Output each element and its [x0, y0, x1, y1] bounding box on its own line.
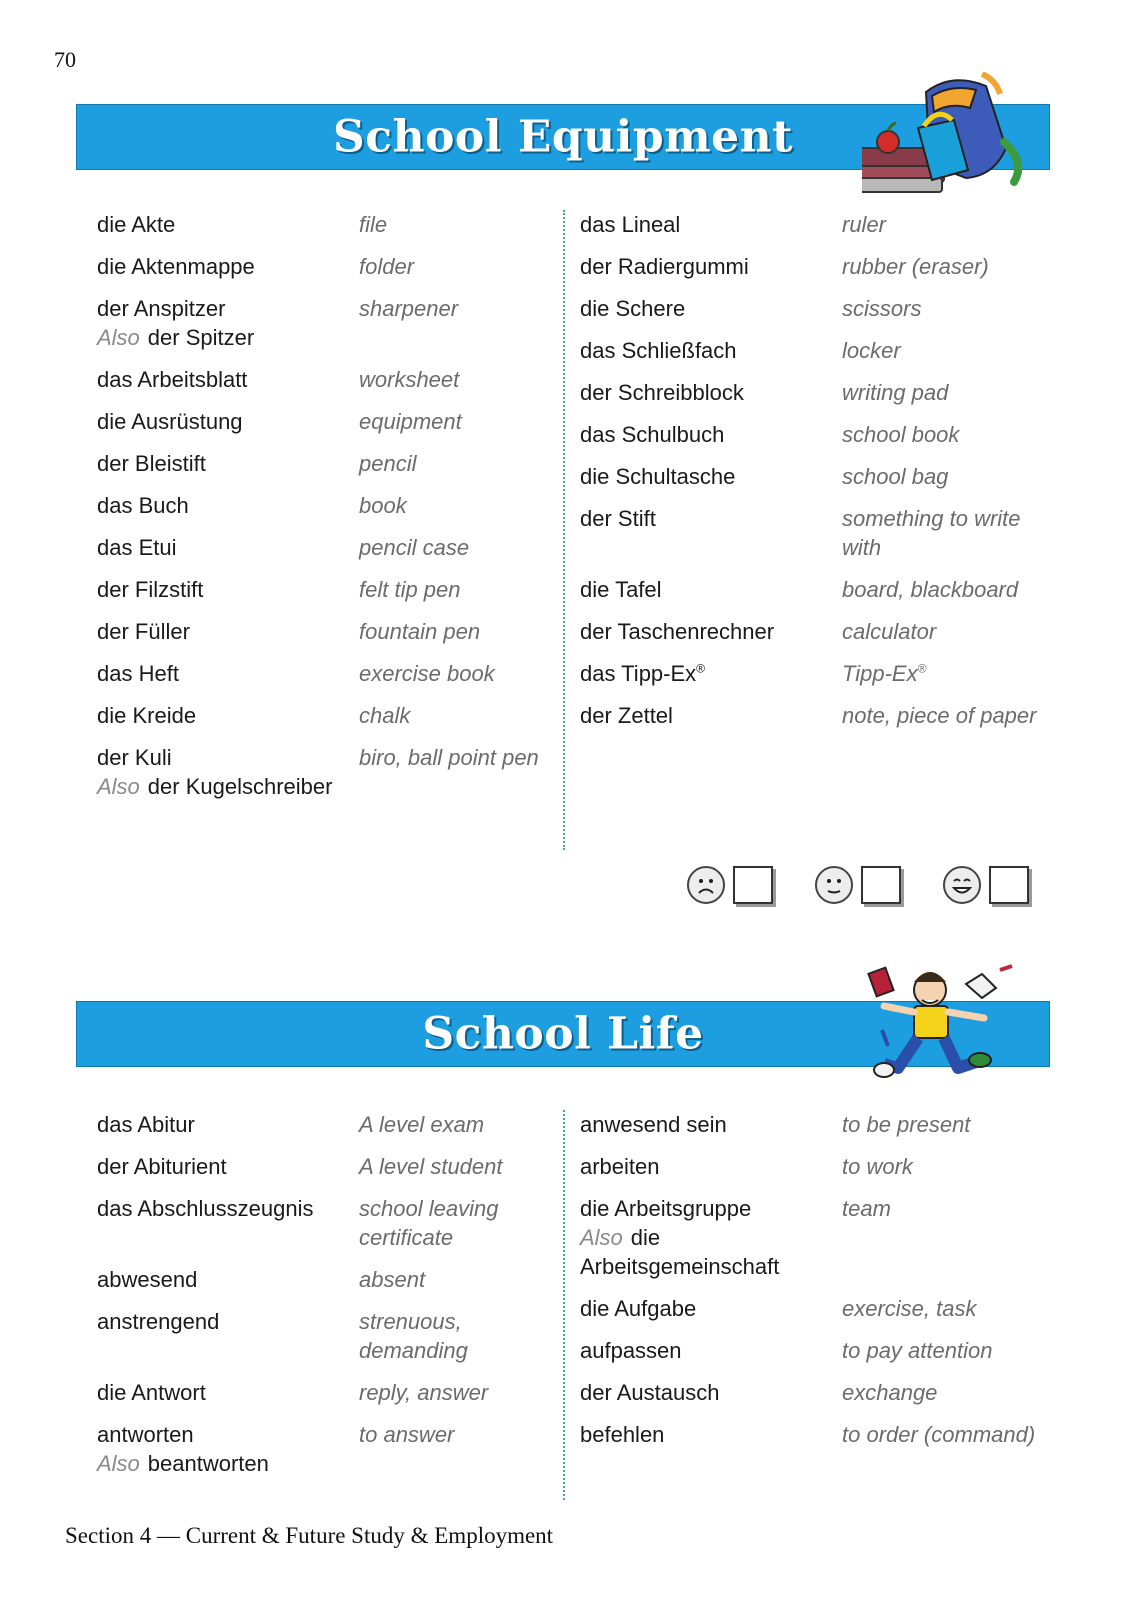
vocab-column-left — [97, 1110, 567, 1491]
vocab-entry — [580, 1152, 1050, 1181]
german-term-group — [97, 1420, 359, 1478]
vocab-entry — [97, 449, 567, 478]
vocab-entry — [580, 1110, 1050, 1139]
german-term: abwesend — [97, 1267, 198, 1292]
german-term: die Antwort — [97, 1380, 206, 1405]
english-translation: ruler — [842, 212, 887, 237]
german-term: arbeiten — [580, 1154, 660, 1179]
alternative-term — [97, 323, 359, 352]
english-translation: school bag — [842, 464, 949, 489]
rating-checkbox[interactable] — [989, 866, 1029, 904]
german-term: aufpassen — [580, 1338, 682, 1363]
rating-checkbox[interactable] — [733, 866, 773, 904]
alternative-term-text: beantworten — [147, 1451, 269, 1476]
english-translation: A level exam — [359, 1112, 485, 1137]
also-label: Also — [97, 1451, 140, 1476]
german-term: das Buch — [97, 493, 189, 518]
english-translation: pencil case — [359, 535, 470, 560]
rating-sad — [687, 865, 773, 905]
english-translation: school book — [842, 422, 960, 447]
english-translation: folder — [359, 254, 415, 279]
sad-face-icon — [687, 866, 725, 904]
english-translation: worksheet — [359, 367, 460, 392]
german-term: die Schultasche — [580, 464, 736, 489]
vocab-entry — [97, 575, 567, 604]
alternative-term — [580, 1223, 842, 1281]
english-translation-group — [842, 659, 1042, 688]
german-term: die Aktenmappe — [97, 254, 255, 279]
german-term: der Radiergummi — [580, 254, 749, 279]
german-term: der Austausch — [580, 1380, 720, 1405]
german-term: die Ausrüstung — [97, 409, 243, 434]
vocab-entry — [97, 1307, 567, 1365]
vocab-entry — [580, 336, 1050, 365]
vocab-entry — [580, 420, 1050, 449]
german-term: der Bleistift — [97, 451, 206, 476]
german-term: die Schere — [580, 296, 686, 321]
vocab-entry — [580, 1194, 1050, 1281]
vocab-entry — [97, 365, 567, 394]
alternative-term — [97, 772, 359, 801]
vocab-entry — [97, 294, 567, 352]
english-translation: equipment — [359, 409, 462, 434]
german-term: das Abschlusszeugnis — [97, 1196, 314, 1221]
german-term-group — [97, 294, 359, 352]
english-translation: to work — [842, 1154, 913, 1179]
german-term: das Schließfach — [580, 338, 737, 363]
vocab-entry — [580, 575, 1050, 604]
section-title: School Equipment — [333, 111, 793, 163]
vocab-entry — [97, 1420, 567, 1478]
section-footer: Section 4 — Current & Future Study & Employment — [65, 1523, 554, 1548]
vocab-entry — [580, 1336, 1050, 1365]
rating-checkbox[interactable] — [861, 866, 901, 904]
english-translation: sharpener — [359, 296, 459, 321]
german-term-group — [97, 743, 359, 801]
german-term: der Kuli — [97, 745, 172, 770]
vocab-entry — [97, 1265, 567, 1294]
english-translation: writing pad — [842, 380, 949, 405]
also-label: Also — [97, 325, 140, 350]
german-term: die Aufgabe — [580, 1296, 697, 1321]
page-number: 70 — [54, 47, 76, 72]
vocab-entry — [580, 1378, 1050, 1407]
german-term: der Schreibblock — [580, 380, 744, 405]
german-term: das Heft — [97, 661, 179, 686]
german-term: die Akte — [97, 212, 176, 237]
german-term: antworten — [97, 1422, 194, 1447]
section-title: School Life — [422, 1008, 704, 1060]
german-term-group — [580, 1194, 842, 1281]
german-term: der Zettel — [580, 703, 673, 728]
vocab-column-left — [97, 210, 567, 814]
english-translation: Tipp-Ex — [842, 661, 918, 686]
alternative-term-text: die Arbeitsgemeinschaft — [580, 1225, 780, 1279]
german-term: die Arbeitsgruppe — [580, 1196, 752, 1221]
english-translation: strenuous, demanding — [359, 1309, 468, 1363]
english-translation: felt tip pen — [359, 577, 461, 602]
registered-mark: ® — [696, 661, 706, 676]
vocab-entry — [97, 1378, 567, 1407]
english-translation: file — [359, 212, 388, 237]
german-term: der Filzstift — [97, 577, 204, 602]
vocab-entry — [580, 462, 1050, 491]
german-term-group — [580, 659, 842, 688]
german-term: der Abiturient — [97, 1154, 227, 1179]
english-translation: absent — [359, 1267, 426, 1292]
german-term: der Stift — [580, 506, 656, 531]
vocab-entry — [97, 407, 567, 436]
english-translation: school leaving certificate — [359, 1196, 499, 1250]
german-term: das Etui — [97, 535, 177, 560]
vocab-entry — [580, 1294, 1050, 1323]
vocab-entry — [580, 378, 1050, 407]
english-translation: book — [359, 493, 407, 518]
german-term: das Arbeitsblatt — [97, 367, 248, 392]
vocab-entry — [97, 533, 567, 562]
vocab-entry — [580, 252, 1050, 281]
english-translation: locker — [842, 338, 901, 363]
vocab-entry — [97, 659, 567, 688]
english-translation: rubber (eraser) — [842, 254, 989, 279]
vocab-entry — [580, 701, 1050, 730]
vocab-entry — [97, 252, 567, 281]
also-label: Also — [580, 1225, 623, 1250]
registered-mark: ® — [917, 661, 927, 676]
english-translation: chalk — [359, 703, 411, 728]
vocab-entry — [580, 504, 1050, 562]
backpack-illustration — [862, 72, 1042, 206]
rating-neutral — [815, 865, 901, 905]
english-translation: calculator — [842, 619, 937, 644]
vocab-entry — [580, 294, 1050, 323]
english-translation: scissors — [842, 296, 922, 321]
vocab-entry — [580, 210, 1050, 239]
german-term: der Füller — [97, 619, 190, 644]
vocab-entry — [580, 1420, 1050, 1449]
vocab-entry — [97, 701, 567, 730]
happy-face-icon — [943, 866, 981, 904]
vocab-column-right — [580, 1110, 1050, 1462]
vocab-block-school-equipment — [97, 210, 1041, 850]
english-translation: to answer — [359, 1422, 455, 1447]
german-term: das Lineal — [580, 212, 681, 237]
german-term: die Kreide — [97, 703, 197, 728]
english-translation: board, blackboard — [842, 577, 1019, 602]
english-translation: exercise, task — [842, 1296, 977, 1321]
also-label: Also — [97, 774, 140, 799]
german-term: anstrengend — [97, 1309, 220, 1334]
german-term: anwesend sein — [580, 1112, 727, 1137]
english-translation: fountain pen — [359, 619, 481, 644]
english-translation: team — [842, 1196, 891, 1221]
english-translation: something to write with — [842, 506, 1021, 560]
german-term: der Taschenrechner — [580, 619, 775, 644]
german-term: das Tipp-Ex — [580, 661, 697, 686]
english-translation: to be present — [842, 1112, 971, 1137]
vocab-entry — [97, 617, 567, 646]
english-translation: note, piece of paper — [842, 703, 1037, 728]
english-translation: to pay attention — [842, 1338, 993, 1363]
vocab-column-right — [580, 210, 1050, 743]
alternative-term — [97, 1449, 359, 1478]
alternative-term-text: der Kugelschreiber — [147, 774, 333, 799]
german-term: der Anspitzer — [97, 296, 226, 321]
vocab-entry — [97, 491, 567, 520]
english-translation: pencil — [359, 451, 417, 476]
german-term: befehlen — [580, 1422, 665, 1447]
rating-happy — [943, 865, 1029, 905]
english-translation: exercise book — [359, 661, 495, 686]
vocab-entry — [97, 1152, 567, 1181]
vocab-entry — [97, 210, 567, 239]
german-term: das Abitur — [97, 1112, 195, 1137]
vocab-entry — [97, 1194, 567, 1252]
vocab-entry — [580, 659, 1050, 688]
neutral-face-icon — [815, 866, 853, 904]
english-translation: to order (command) — [842, 1422, 1036, 1447]
english-translation: biro, ball point pen — [359, 745, 539, 770]
english-translation: exchange — [842, 1380, 938, 1405]
english-translation: reply, answer — [359, 1380, 489, 1405]
student-illustration — [862, 962, 1032, 1102]
vocab-entry — [97, 1110, 567, 1139]
german-term: die Tafel — [580, 577, 662, 602]
vocab-block-school-life — [97, 1110, 1041, 1500]
vocab-entry — [97, 743, 567, 801]
german-term: das Schulbuch — [580, 422, 725, 447]
vocab-entry — [580, 617, 1050, 646]
alternative-term-text: der Spitzer — [147, 325, 255, 350]
english-translation: A level student — [359, 1154, 503, 1179]
